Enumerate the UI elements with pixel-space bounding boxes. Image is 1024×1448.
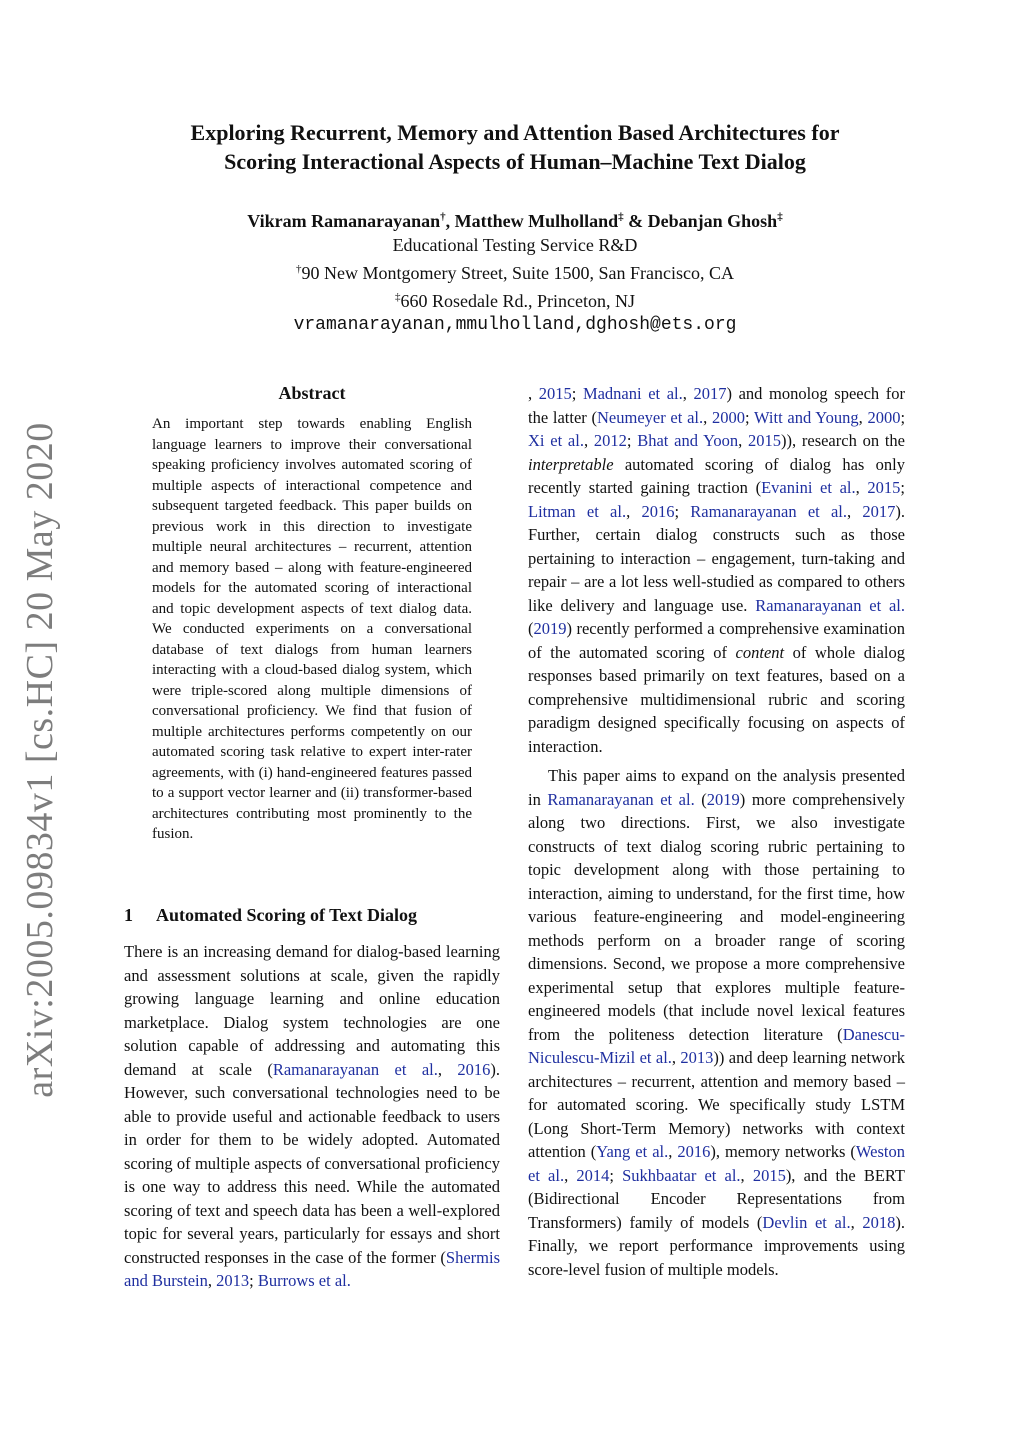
author-1-mark: † xyxy=(440,211,446,223)
citation-link[interactable]: 2000 xyxy=(867,407,901,427)
paper-title xyxy=(120,118,910,176)
paragraph-1-part-1: There is an increasing demand for dialog-based learning and assessment solutions at scale, given the rapidly growing language learning and online education marketplace. Dialog system technologies are one solution capable of addressing and automating this demand at scale (Ramanarayanan et al., 2016). However, such conversational technologies need to be able to provide useful and actionable feedback to users in order for them to be widely adopted. Automated scoring of multiple aspects of conversational proficiency is one way to address this need. While the automated scoring of text and speech data has been a well-explored topic for several years, particularly for essays and short constructed responses in the case of the former (Shermis and Burstein, 2013; Burrows et al. xyxy=(124,942,501,1290)
citation-link[interactable]: Weston et al. xyxy=(528,1142,906,1185)
paragraph-2: This paper aims to expand on the analysis presented in Ramanarayanan et al. (2019) more comprehensively along two directions. First, we also investigate constructs of text dialog scoring rubric pertaining to topic development along with those pertaining to interaction, aiming to understand, for the first time, how various feature-engineering and model-engineering methods perform on a broader range of scoring dimensions. Second, we propose a more comprehensive experimental setup that explores multiple feature-engineered models (that include novel lexical features from the politeness detection literature (Danescu-Niculescu-Mizil et al., 2013)) and deep learning network architectures – recurrent, attention and memory based – for automated scoring. We specifically study LSTM (Long Short-Term Memory) networks with context attention (Yang et al., 2016), memory networks (Weston et al., 2014; Sukhbaatar et al., 2015), and the BERT (Bidirectional Encoder Representations from Transformers) family of models (Devlin et al., 2018). Finally, we report performance improvements using score-level fusion of multiple models. xyxy=(528,766,906,1279)
citation-link[interactable]: Witt and Young xyxy=(753,407,859,427)
citation-link[interactable]: Danescu-Niculescu-Mizil et al. xyxy=(528,1024,905,1067)
citation-link[interactable]: Madnani et al. xyxy=(582,384,683,403)
citation-link[interactable]: 2018 xyxy=(862,1212,896,1232)
emphasis: interpretable xyxy=(528,454,614,474)
citation-link[interactable]: 2016 xyxy=(641,501,675,521)
affiliation: Educational Testing Service R&D xyxy=(392,235,638,255)
citation-link[interactable]: 2019 xyxy=(533,619,567,638)
left-column xyxy=(124,905,500,1293)
section-number: 1 xyxy=(124,905,133,925)
citation-link[interactable]: 2014 xyxy=(576,1165,610,1185)
citation-link[interactable]: Ramanarayanan et al. xyxy=(755,595,905,615)
section-1-heading xyxy=(124,905,500,926)
citation-link[interactable]: Yang et al. xyxy=(596,1142,669,1161)
author-names xyxy=(120,205,910,233)
address-1-mark: † xyxy=(296,263,302,275)
citation-link[interactable]: 2015 xyxy=(748,431,781,450)
citation-link[interactable]: 2013 xyxy=(216,1271,250,1290)
abstract-heading: Abstract xyxy=(278,383,346,403)
citation-link[interactable]: Ramanarayanan et al. xyxy=(547,789,695,809)
citation-link[interactable]: 2016 xyxy=(457,1059,491,1079)
title-line-2: Scoring Interactional Aspects of Human–Machine Text Dialog xyxy=(224,149,806,174)
citation-link[interactable]: Sukhbaatar et al. xyxy=(622,1165,741,1185)
address-2 xyxy=(120,285,910,313)
address-2-text: 660 Rosedale Rd., Princeton, NJ xyxy=(400,291,635,311)
right-column xyxy=(528,382,905,1281)
emphasis: content xyxy=(735,642,785,662)
paragraph-1-part-2: , 2015; Madnani et al., 2017) and monolog speech for the latter (Neumeyer et al., 2000; Witt and Young, 2000; Xi et al., 2012; Bhat and Yoon, 2015)), research on the interpretable automated scoring of dialog has only recently started gaining traction (Evanini et al., 2015; Litman et al., 2016; Ramanarayanan et al., 2017). Further, certain dialog constructs such as those pertaining to interaction – engagement, turn-taking and repair – are a lot less well-studied as compared to others like delivery and language use. Ramanarayanan et al. (2019) recently performed a comprehensive examination of the automated scoring of content of whole dialog responses based primarily on text features, based on a comprehensive multidimensional rubric and scoring paradigm designed specifically focusing on aspects of interaction. xyxy=(528,384,906,756)
author-2: , Matthew Mulholland xyxy=(445,211,619,231)
title-line-1: Exploring Recurrent, Memory and Attention Based Architectures for xyxy=(190,120,840,145)
author-3: & Debanjan Ghosh xyxy=(623,211,778,231)
citation-link[interactable]: 2000 xyxy=(711,407,745,427)
abstract-text: An important step towards enabling English language learners to improve their conversational speaking proficiency involves automated scoring of multiple aspects of interactional competence and subsequent targeted feedback. This paper builds on previous work in this direction to investigate multiple neural architectures – recurrent, attention and memory based – along with feature-engineered models for the automated scoring of interactional and topic development aspects of text dialog data. We conducted experiments on a conversational database of text dialogs from human learners interacting with a cloud-based dialog system, which were triple-scored along multiple dimensions of conversational proficiency. We find that fusion of multiple architectures performs competently on our automated scoring task relative to expert inter-rater agreements, with (i) hand-engineered features passed to a support vector learner and (ii) transformer-based architectures contributing most prominently to the fusion. xyxy=(152,416,472,842)
citation-link[interactable]: Ramanarayanan et al. xyxy=(272,1059,438,1079)
arxiv-identifier: arXiv:2005.09834v1 [cs.HC] 20 May 2020 xyxy=(19,422,61,1098)
author-3-mark: ‡ xyxy=(777,211,783,223)
author-2-mark: ‡ xyxy=(618,211,624,223)
citation-link[interactable]: 2015 xyxy=(752,1165,786,1185)
citation-link[interactable]: Burrows et al. xyxy=(257,1271,351,1290)
citation-link[interactable]: 2015 xyxy=(538,384,572,403)
citation-link[interactable]: Devlin et al. xyxy=(762,1212,851,1232)
citation-link[interactable]: Bhat and Yoon xyxy=(637,431,739,450)
citation-link[interactable]: Xi et al. xyxy=(528,431,584,450)
citation-link[interactable]: 2017 xyxy=(693,384,727,403)
citation-link[interactable]: 2016 xyxy=(677,1142,711,1161)
citation-link[interactable]: Evanini et al. xyxy=(761,478,856,497)
author-1: Vikram Ramanarayanan xyxy=(247,211,441,231)
citation-link[interactable]: 2012 xyxy=(593,431,627,450)
citation-link[interactable]: 2015 xyxy=(867,478,901,497)
citation-link[interactable]: Shermis and Burstein xyxy=(124,1247,500,1290)
section-title: Automated Scoring of Text Dialog xyxy=(156,905,417,925)
citation-link[interactable]: Litman et al. xyxy=(528,501,627,521)
citation-link[interactable]: 2019 xyxy=(706,789,740,809)
address-1-text: 90 New Montgomery Street, Suite 1500, San Francisco, CA xyxy=(301,263,734,283)
author-emails: vramanarayanan,mmulholland,dghosh@ets.org xyxy=(293,315,737,335)
address-1 xyxy=(120,257,910,285)
citation-link[interactable]: Neumeyer et al. xyxy=(597,407,704,427)
abstract xyxy=(152,383,472,845)
citation-link[interactable]: 2013 xyxy=(680,1048,714,1067)
arxiv-side-stamp xyxy=(0,422,80,1098)
address-2-mark: ‡ xyxy=(395,291,401,303)
citation-link[interactable]: Ramanarayanan et al. xyxy=(690,501,847,521)
citation-link[interactable]: 2017 xyxy=(862,501,896,521)
author-block xyxy=(120,205,910,337)
